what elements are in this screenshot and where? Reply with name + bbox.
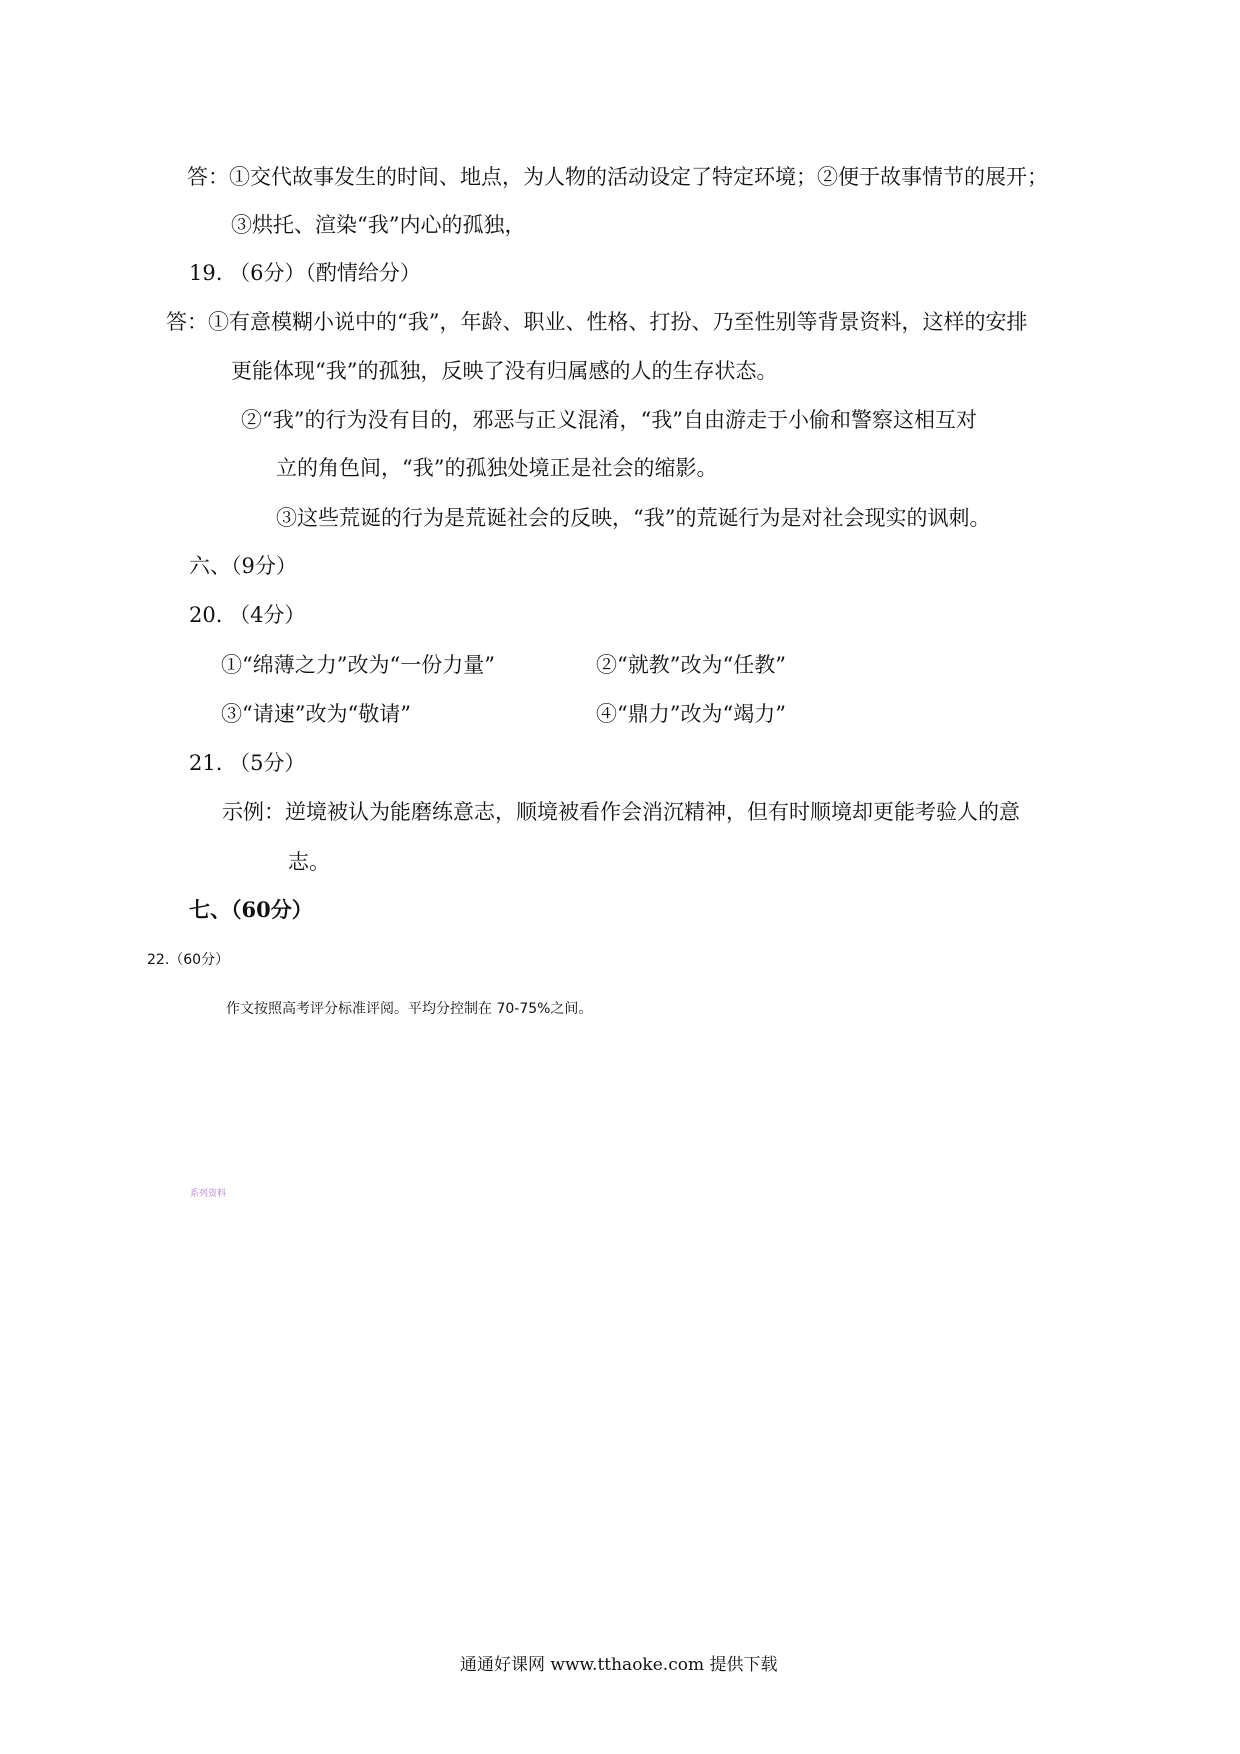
q19-answer-2a: ②“我”的行为没有目的，邪恶与正义混淆，“我”自由游走于小偷和警察这相互对 [241, 408, 977, 432]
q18-answer-line-2: ③烘托、渲染“我”内心的孤独， [231, 213, 526, 237]
q20-item-1: ①“绵薄之力”改为“一份力量” [221, 653, 495, 677]
q19-answer-1b: 更能体现“我”的孤独，反映了没有归属感的人的生存状态。 [231, 359, 778, 383]
q20-item-4: ④“鼎力”改为“竭力” [596, 702, 786, 726]
page-footer: 通通好课网 www.tthaoke.com 提供下载 [460, 1655, 778, 1675]
q18-answer-line-1: 答：①交代故事发生的时间、地点，为人物的活动设定了特定环境；②便于故事情节的展开； [187, 165, 1048, 189]
q20-item-2: ②“就教”改为“任教” [596, 653, 786, 677]
q20-heading: 20. （4分） [189, 603, 306, 627]
section-6-heading: 六、（9分） [189, 554, 297, 578]
q19-heading: 19. （6分）（酌情给分） [189, 261, 421, 285]
q22-answer: 作文按照高考评分标准评阅。平均分控制在 70-75%之间。 [226, 1001, 593, 1017]
q21-heading: 21. （5分） [189, 751, 306, 775]
q22-heading: 22.（60分） [147, 952, 230, 968]
q21-answer-a: 示例：逆境被认为能磨练意志，顺境被看作会消沉精神，但有时顺境却更能考验人的意 [222, 800, 1020, 824]
q19-answer-1a: 答：①有意模糊小说中的“我”，年龄、职业、性格、打扮、乃至性别等背景资料，这样的安排 [166, 310, 1028, 334]
section-7-heading: 七、（60分） [189, 897, 313, 922]
q19-answer-3: ③这些荒诞的行为是荒诞社会的反映，“我”的荒诞行为是对社会现实的讽刺。 [276, 506, 991, 530]
q21-answer-b: 志。 [288, 850, 330, 874]
q20-item-3: ③“请速”改为“敬请” [221, 702, 411, 726]
q19-answer-2b: 立的角色间，“我”的孤独处境正是社会的缩影。 [276, 456, 718, 480]
watermark-text: 系列资料 [190, 1189, 227, 1199]
